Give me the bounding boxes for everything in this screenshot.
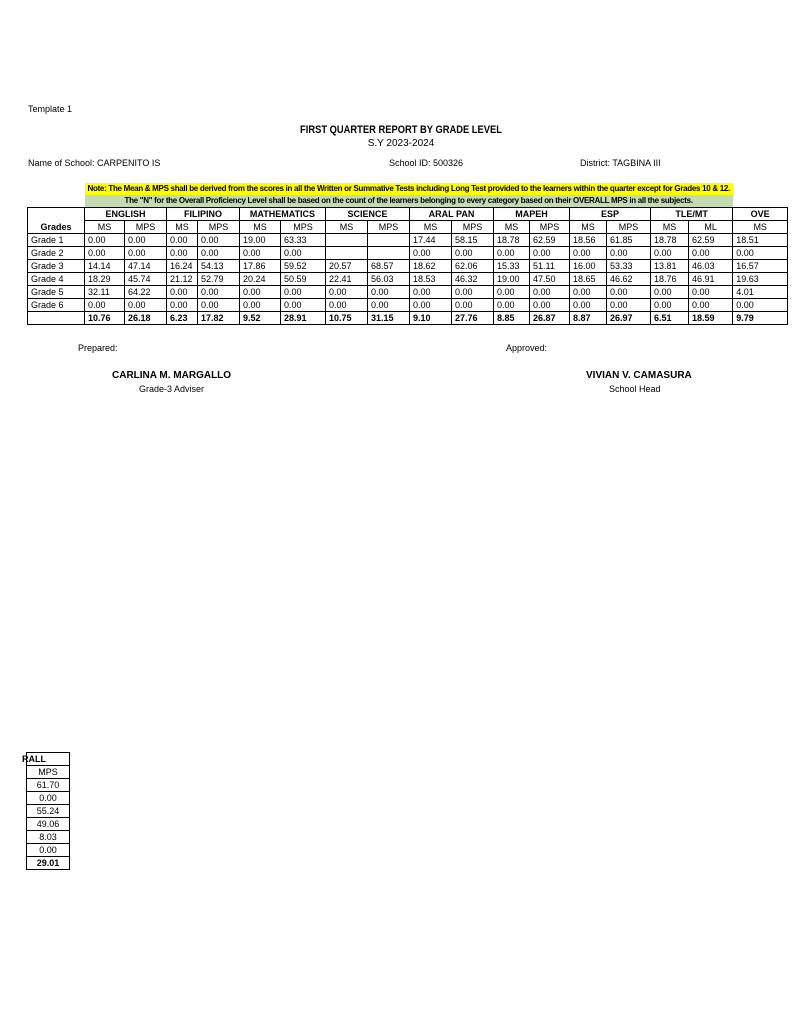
grade-label: Grade 4 [28, 273, 85, 286]
value-cell: 0.00 [607, 286, 651, 299]
value-cell: 62.06 [452, 260, 494, 273]
value-cell: 13.81 [651, 260, 689, 273]
value-cell: 46.03 [689, 260, 733, 273]
subject-header: ARAL PAN [410, 208, 494, 221]
value-cell: 59.52 [281, 260, 326, 273]
value-cell: 0.00 [167, 247, 198, 260]
overflow-subheader: MPS [27, 766, 70, 779]
value-cell: 0.00 [410, 299, 452, 312]
total-cell: 26.18 [125, 312, 167, 325]
value-cell: 0.00 [281, 247, 326, 260]
value-cell: 0.00 [240, 247, 281, 260]
school-id: School ID: 500326 [389, 158, 464, 168]
value-cell: 0.00 [198, 247, 240, 260]
approved-name: VIVIAN V. CAMASURA [586, 370, 692, 381]
value-cell: 18.62 [410, 260, 452, 273]
value-cell: 52.79 [198, 273, 240, 286]
total-cell: 9.10 [410, 312, 452, 325]
value-cell: 0.00 [125, 247, 167, 260]
overflow-value-cell: 55.24 [27, 805, 70, 818]
subheader-cell: MPS [530, 221, 570, 234]
value-cell: 51.11 [530, 260, 570, 273]
approved-position: School Head [609, 384, 661, 394]
total-cell: 10.76 [85, 312, 125, 325]
value-cell: 0.00 [651, 299, 689, 312]
value-cell: 45.74 [125, 273, 167, 286]
total-cell: 6.23 [167, 312, 198, 325]
overflow-value-cell: 8.03 [27, 831, 70, 844]
subheader-cell: MPS [452, 221, 494, 234]
value-cell: 58.15 [452, 234, 494, 247]
value-cell: 0.00 [570, 247, 607, 260]
grade-label: Grade 5 [28, 286, 85, 299]
value-cell: 0.00 [410, 286, 452, 299]
report-title: FIRST QUARTER REPORT BY GRADE LEVEL [300, 124, 502, 136]
overflow-value-cell: 0.00 [27, 792, 70, 805]
school-year: S.Y 2023-2024 [367, 138, 435, 149]
value-cell: 0.00 [281, 286, 326, 299]
value-cell: 61.85 [607, 234, 651, 247]
value-cell: 0.00 [85, 299, 125, 312]
value-cell: 18.78 [651, 234, 689, 247]
prepared-label: Prepared: [78, 343, 118, 353]
value-cell: 21.12 [167, 273, 198, 286]
overall-overflow-column [22, 752, 70, 870]
value-cell: 46.91 [689, 273, 733, 286]
value-cell: 0.00 [326, 286, 368, 299]
template-label: Template 1 [28, 104, 73, 114]
table-row [28, 260, 788, 273]
subheader-cell: MS [651, 221, 689, 234]
subject-header: ESP [570, 208, 651, 221]
total-cell: 10.75 [326, 312, 368, 325]
grade-label: Grade 6 [28, 299, 85, 312]
value-cell: 0.00 [240, 286, 281, 299]
value-cell: 18.76 [651, 273, 689, 286]
value-cell: 32.11 [85, 286, 125, 299]
value-cell: 47.50 [530, 273, 570, 286]
overall-overflow-table [22, 752, 70, 870]
subject-header: SCIENCE [326, 208, 410, 221]
value-cell: 54.13 [198, 260, 240, 273]
overflow-total-cell: 29.01 [27, 857, 70, 870]
total-cell: 18.59 [689, 312, 733, 325]
subheader-cell: MPS [125, 221, 167, 234]
district: District: TAGBINA III [580, 158, 661, 168]
total-cell: 27.76 [452, 312, 494, 325]
value-cell: 47.14 [125, 260, 167, 273]
subheader-cell: MPS [198, 221, 240, 234]
value-cell: 0.00 [452, 286, 494, 299]
value-cell: 17.86 [240, 260, 281, 273]
value-cell: 0.00 [452, 247, 494, 260]
value-cell: 16.24 [167, 260, 198, 273]
value-cell: 0.00 [240, 299, 281, 312]
value-cell: 20.24 [240, 273, 281, 286]
value-cell: 46.32 [452, 273, 494, 286]
value-cell: 0.00 [167, 234, 198, 247]
subject-header: TLE/MT [651, 208, 733, 221]
value-cell: 0.00 [607, 299, 651, 312]
value-cell: 0.00 [368, 286, 410, 299]
value-cell: 0.00 [167, 286, 198, 299]
value-cell: 0.00 [607, 247, 651, 260]
value-cell: 0.00 [689, 286, 733, 299]
subheader-cell: MS [494, 221, 530, 234]
value-cell: 0.00 [733, 299, 788, 312]
total-cell: 8.87 [570, 312, 607, 325]
value-cell: 0.00 [125, 234, 167, 247]
value-cell: 63.33 [281, 234, 326, 247]
value-cell: 62.59 [689, 234, 733, 247]
note-green: The "N" for the Overall Proficiency Level shall be based on the count of the learners belonging to every category based on their OVERALL MPS in all the subjects. [85, 195, 733, 208]
subject-header: FILIPINO [167, 208, 240, 221]
value-cell: 0.00 [689, 299, 733, 312]
subheader-cell: MS [410, 221, 452, 234]
report-sheet [27, 183, 768, 325]
overflow-value-cell: 49.06 [27, 818, 70, 831]
value-cell: 18.29 [85, 273, 125, 286]
subheader-cell: MS [570, 221, 607, 234]
value-cell: 0.00 [410, 247, 452, 260]
value-cell: 4.01 [733, 286, 788, 299]
value-cell [368, 234, 410, 247]
school-name: Name of School: CARPENITO IS [28, 158, 161, 168]
value-cell: 0.00 [651, 247, 689, 260]
subheader-cell: MS [733, 221, 788, 234]
subheader-cell: MS [167, 221, 198, 234]
total-cell: 9.79 [733, 312, 788, 325]
value-cell: 0.00 [570, 299, 607, 312]
value-cell: 18.56 [570, 234, 607, 247]
value-cell: 0.00 [689, 247, 733, 260]
grade-label: Grade 2 [28, 247, 85, 260]
approved-label: Approved: [506, 343, 548, 353]
table-row [28, 273, 788, 286]
total-row [28, 312, 788, 325]
total-cell: 26.87 [530, 312, 570, 325]
subheader-cell: MS [326, 221, 368, 234]
total-cell: 26.97 [607, 312, 651, 325]
overflow-value-cell: 0.00 [27, 844, 70, 857]
value-cell [326, 234, 368, 247]
value-cell: 0.00 [494, 286, 530, 299]
value-cell: 18.51 [733, 234, 788, 247]
value-cell: 16.00 [570, 260, 607, 273]
value-cell: 53.33 [607, 260, 651, 273]
value-cell: 20.57 [326, 260, 368, 273]
total-cell: 9.52 [240, 312, 281, 325]
value-cell: 0.00 [368, 299, 410, 312]
value-cell: 0.00 [530, 299, 570, 312]
table-row [28, 286, 788, 299]
subheader-cell: MPS [281, 221, 326, 234]
value-cell: 62.59 [530, 234, 570, 247]
value-cell: 0.00 [530, 286, 570, 299]
subheader-cell: MPS [607, 221, 651, 234]
subject-header: MATHEMATICS [240, 208, 326, 221]
total-cell: 8.85 [494, 312, 530, 325]
grade-label: Grade 1 [28, 234, 85, 247]
value-cell: 0.00 [494, 299, 530, 312]
subheader-cell: MPS [368, 221, 410, 234]
value-cell: 19.00 [494, 273, 530, 286]
value-cell: 0.00 [167, 299, 198, 312]
value-cell [326, 247, 368, 260]
value-cell: 18.78 [494, 234, 530, 247]
value-cell: 0.00 [85, 234, 125, 247]
value-cell: 18.53 [410, 273, 452, 286]
value-cell: 46.62 [607, 273, 651, 286]
value-cell: 18.65 [570, 273, 607, 286]
value-cell: 56.03 [368, 273, 410, 286]
value-cell: 0.00 [281, 299, 326, 312]
value-cell: 19.00 [240, 234, 281, 247]
value-cell: 16.57 [733, 260, 788, 273]
total-cell: 17.82 [198, 312, 240, 325]
value-cell: 0.00 [198, 299, 240, 312]
subheader-cell: ML [689, 221, 733, 234]
value-cell: 14.14 [85, 260, 125, 273]
value-cell: 0.00 [125, 299, 167, 312]
value-cell: 50.59 [281, 273, 326, 286]
value-cell: 22.41 [326, 273, 368, 286]
grades-header: Grades [28, 208, 85, 234]
table-row [28, 299, 788, 312]
overflow-value-cell: 61.70 [27, 779, 70, 792]
value-cell: 68.57 [368, 260, 410, 273]
note-yellow: Note: The Mean & MPS shall be derived from the scores in all the Written or Summative Tests including Long Test provided to the learners within the quarter except for Grades 10 & 12. [85, 183, 733, 195]
value-cell: 0.00 [326, 299, 368, 312]
total-cell: 31.15 [368, 312, 410, 325]
value-cell: 19.63 [733, 273, 788, 286]
report-table [27, 183, 788, 325]
value-cell: 0.00 [733, 247, 788, 260]
grade-label: Grade 3 [28, 260, 85, 273]
subject-header: OVE [733, 208, 788, 221]
table-row [28, 247, 788, 260]
subheader-cell: MS [240, 221, 281, 234]
total-cell: 28.91 [281, 312, 326, 325]
value-cell: 17.44 [410, 234, 452, 247]
value-cell: 0.00 [494, 247, 530, 260]
overflow-header: RALL [27, 753, 70, 766]
subject-header: MAPEH [494, 208, 570, 221]
total-cell: 6.51 [651, 312, 689, 325]
subject-header: ENGLISH [85, 208, 167, 221]
value-cell: 0.00 [85, 247, 125, 260]
value-cell: 0.00 [651, 286, 689, 299]
value-cell: 0.00 [198, 286, 240, 299]
value-cell: 15.33 [494, 260, 530, 273]
value-cell: 0.00 [570, 286, 607, 299]
prepared-position: Grade-3 Adviser [139, 384, 205, 394]
value-cell [368, 247, 410, 260]
total-label-cell [28, 312, 85, 325]
value-cell: 0.00 [452, 299, 494, 312]
value-cell: 0.00 [198, 234, 240, 247]
subheader-cell: MS [85, 221, 125, 234]
value-cell: 0.00 [530, 247, 570, 260]
table-row [28, 234, 788, 247]
value-cell: 64.22 [125, 286, 167, 299]
prepared-name: CARLINA M. MARGALLO [112, 370, 232, 381]
